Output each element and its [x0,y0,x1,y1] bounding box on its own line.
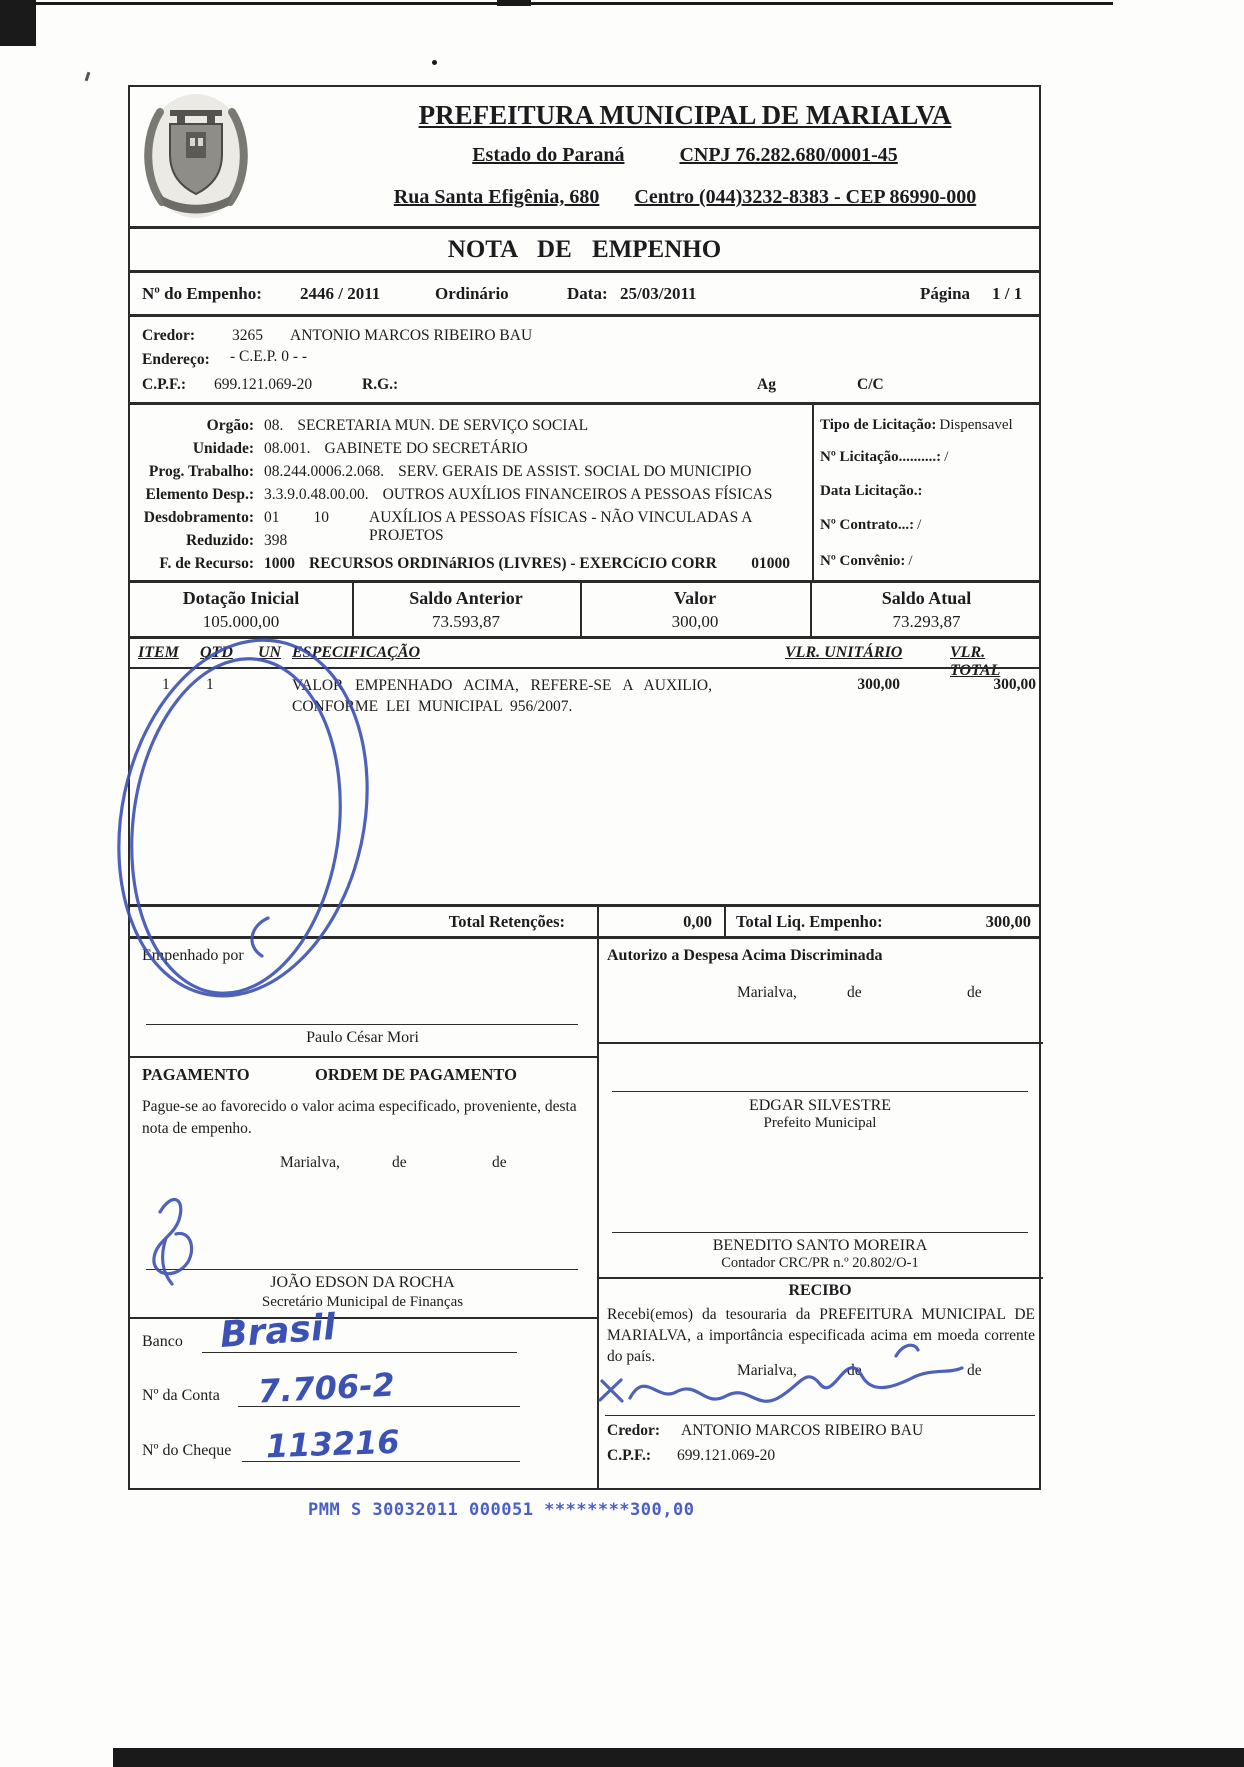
document-title-bar [128,227,1041,272]
recibo-body-text: Recebi(emos) da tesouraria da PREFEITURA MUNICIPAL DE MARIALVA, a importância especificada acima em moeda corrente do país. [607,1306,1035,1365]
budget-desc: OUTROS AUXÍLIOS FINANCEIROS A PESSOAS FÍSICAS [382,486,773,503]
address-value: - C.E.P. 0 - - [230,348,308,365]
budget-label: Unidade: [192,440,254,457]
document-header [128,85,1041,228]
licitacao-label: Nº Contrato...: [820,517,915,533]
budget-label: Prog. Trabalho: [148,463,254,480]
finances-signature-line [146,1269,578,1270]
autorizo-city: Marialva, [737,984,797,1001]
budget-section [128,403,1041,582]
licitacao-label: Nº Convênio: [820,553,906,569]
saldo-anterior-value: 73.593,87 [432,612,500,631]
pagamento-de-1: de [392,1154,407,1171]
budget-extra-code: 01000 [751,555,790,572]
licitacao-type-row [820,417,1013,434]
recibo-signature-line [605,1415,1035,1416]
pagamento-body-text: Pague-se ao favorecido o valor acima especificado, proveniente, desta nota de empenho. [142,1098,577,1137]
empenhado-por-label: Empenhado por [142,947,244,964]
pagamento-section-rule [130,1056,597,1058]
item-number: 1 [162,676,170,693]
budget-row-unidade [142,440,800,458]
prefeito-role: Prefeito Municipal [763,1115,877,1131]
budget-row-prog-trabalho [142,463,800,481]
budget-row-recurso [142,555,800,573]
budget-desc: GABINETE DO SECRETÁRIO [324,440,528,457]
empenhado-signature-line [146,1024,578,1025]
signatures-section [128,937,1041,1490]
account-number-label: Nº da Conta [142,1387,220,1404]
contador-name: BENEDITO SANTO MOREIRA [712,1237,928,1254]
licitacao-date-row [820,483,925,500]
prefeito-section-rule [597,1042,1043,1044]
empenho-number-row [128,271,1041,316]
totals-row [128,905,1041,938]
empenho-number-value: 2446 / 2011 [300,284,381,303]
municipal-coat-of-arms-logo [142,92,250,222]
recibo-de-2: de [967,1362,982,1379]
date-label: Data: [567,284,608,303]
recibo-section-rule [597,1277,1043,1279]
recibo-cpf-value: 699.121.069-20 [677,1447,776,1464]
budget-code: 08.001. [264,440,311,457]
cpf-value: 699.121.069-20 [214,376,313,393]
cheque-number-label: Nº do Cheque [142,1442,232,1459]
budget-label: Reduzido: [185,532,254,549]
creditor-code: 3265 [232,327,263,344]
total-liq-value: 300,00 [985,912,1031,931]
budget-desc: SERV. GERAIS DE ASSIST. SOCIAL DO MUNICIPIO [398,463,752,480]
valor-label: Valor [673,588,717,608]
cheque-handwritten-value: 113216 [265,1422,401,1466]
budget-code2: 10 [313,509,329,526]
contrato-row [820,517,921,534]
agency-label: Ag [757,376,776,393]
header-line2 [325,144,1045,167]
creditor-section [128,315,1041,404]
licitacao-value: / [917,517,922,533]
header-line3 [325,186,1045,209]
dot-matrix-print: PMM S 30032011 000051 ********300,00 [308,1500,695,1520]
budget-desc: SECRETARIA MUN. DE SERVIÇO SOCIAL [297,417,589,434]
licitacao-label: Nº Licitação..........: [820,449,942,465]
budget-divider [812,405,814,580]
prefeito-name: EDGAR SILVESTRE [748,1097,892,1114]
rg-label: R.G.: [362,376,399,393]
cpf-label: C.P.F.: [142,376,187,393]
empenhado-signer-name: Paulo César Mori [306,1029,419,1046]
prefeito-signature-line [612,1091,1028,1092]
autorizo-de-2: de [967,984,982,1001]
account-label: C/C [857,376,884,393]
autorizo-title: Autorizo a Despesa Acima Discriminada [607,947,883,964]
col-header-vlr-total: VLR. TOTAL [950,644,1001,679]
budget-code: 01 [264,509,280,526]
items-header-rule [130,667,1039,669]
item-total-price: 300,00 [993,676,1036,693]
saldo-anterior-label: Saldo Anterior [409,588,523,608]
recibo-cpf-label: C.P.F.: [607,1447,652,1464]
dotacao-inicial-value: 105.000,00 [202,612,280,631]
finances-signer-name: JOÃO EDSON DA ROCHA [270,1274,455,1291]
autorizo-de-1: de [847,984,862,1001]
budget-row-orgao [142,417,800,435]
address-label: Endereço: [142,351,210,368]
scan-artifact-corner [0,0,36,46]
budget-label: Desdobramento: [143,509,254,526]
scan-artifact-dot [432,60,437,65]
budget-code: 08.244.0006.2.068. [264,463,385,480]
budget-code: 3.3.9.0.48.00.00. [264,486,369,503]
saldo-atual-value: 73.293,87 [892,612,961,631]
col-header-qtd: QTD [200,644,233,661]
items-table [128,637,1041,906]
licitacao-label: Data Licitação.: [820,483,923,499]
totals-divider-2 [724,907,726,936]
budget-desc: RECURSOS ORDINáRIOS (LIVRES) - EXERCíCIO CORR [309,555,717,572]
convenio-row [820,553,913,570]
budget-code: 1000 [264,555,295,572]
bank-handwritten-value: Brasil [218,1307,337,1356]
saldo-atual-label: Saldo Atual [881,588,972,608]
finances-signer-role: Secretário Municipal de Finanças [261,1294,464,1310]
dotacao-inicial-label: Dotação Inicial [182,588,300,608]
recibo-credor-label: Credor: [607,1422,661,1439]
account-handwritten-value: 7.706-2 [257,1365,396,1411]
scan-artifact-tick [85,72,91,81]
budget-label: Orgão: [206,417,254,434]
total-retencoes-label: Total Retenções: [448,912,565,931]
page-label: Página [920,284,971,303]
item-unit-price: 300,00 [857,676,900,693]
total-liq-label: Total Liq. Empenho: [736,912,883,931]
licitacao-value: / [908,553,913,569]
creditor-label: Credor: [142,327,196,344]
budget-row-reduzido [142,532,800,550]
col-header-item: ITEM [138,644,179,661]
budget-desc: AUXÍLIOS A PESSOAS FÍSICAS - NÃO VINCULADAS A PROJETOS [369,509,752,544]
ordem-pagamento-title: ORDEM DE PAGAMENTO [315,1065,517,1084]
scan-artifact-topmark [497,0,531,6]
address-street: Rua Santa Efigênia, 680 [393,186,600,208]
pagamento-city: Marialva, [280,1154,340,1171]
item-qty: 1 [206,676,214,693]
municipality-title: PREFEITURA MUNICIPAL DE MARIALVA [418,100,952,130]
recibo-city: Marialva, [737,1362,797,1379]
licitacao-value: Dispensavel [939,417,1013,433]
budget-label: Elemento Desp.: [145,486,254,503]
budget-label: F. de Recurso: [159,555,254,572]
total-retencoes-value: 0,00 [683,912,712,931]
balances-section [128,581,1041,638]
licitacao-number-row [820,449,948,466]
budget-row-elemento [142,486,800,504]
recibo-credor-name: ANTONIO MARCOS RIBEIRO BAU [681,1422,924,1439]
address-district-phone: Centro (044)3232-8383 - CEP 86990-000 [634,186,977,208]
budget-code: 398 [264,532,288,549]
col-header-especificacao: ESPECIFICAÇÃO [292,644,421,661]
item-description: VALOR EMPENHADO ACIMA, REFERE-SE A AUXILIO, CONFORME LEI MUNICIPAL 956/2007. [292,677,712,715]
date-value: 25/03/2011 [620,284,697,303]
empenho-type: Ordinário [435,284,509,303]
contador-signature-line [612,1232,1028,1233]
contador-role: Contador CRC/PR n.º 20.802/O-1 [721,1255,919,1271]
creditor-name: ANTONIO MARCOS RIBEIRO BAU [290,327,533,344]
document-title: NOTA DE EMPENHO [447,236,722,263]
bank-label: Banco [142,1333,183,1350]
licitacao-value: / [944,449,949,465]
cnpj-label: CNPJ 76.282.680/0001-45 [679,144,898,166]
empenho-number-label: Nº do Empenho: [142,284,262,303]
pagamento-title: PAGAMENTO [142,1065,250,1084]
recibo-title: RECIBO [788,1282,852,1299]
scan-artifact-topline [28,2,1113,5]
pagamento-de-2: de [492,1154,507,1171]
scan-artifact-bottombar [113,1748,1244,1767]
recibo-de-1: de [847,1362,862,1379]
bank-section-rule [130,1317,597,1319]
page-value: 1 / 1 [992,284,1023,303]
col-header-vlr-unitario: VLR. UNITÁRIO [785,644,903,661]
valor-value: 300,00 [671,612,719,631]
col-header-un: UN [258,644,282,661]
state-label: Estado do Paraná [472,144,625,166]
budget-code: 08. [264,417,284,434]
authorization-pane [597,939,1043,1492]
licitacao-label: Tipo de Licitação: [820,417,937,433]
